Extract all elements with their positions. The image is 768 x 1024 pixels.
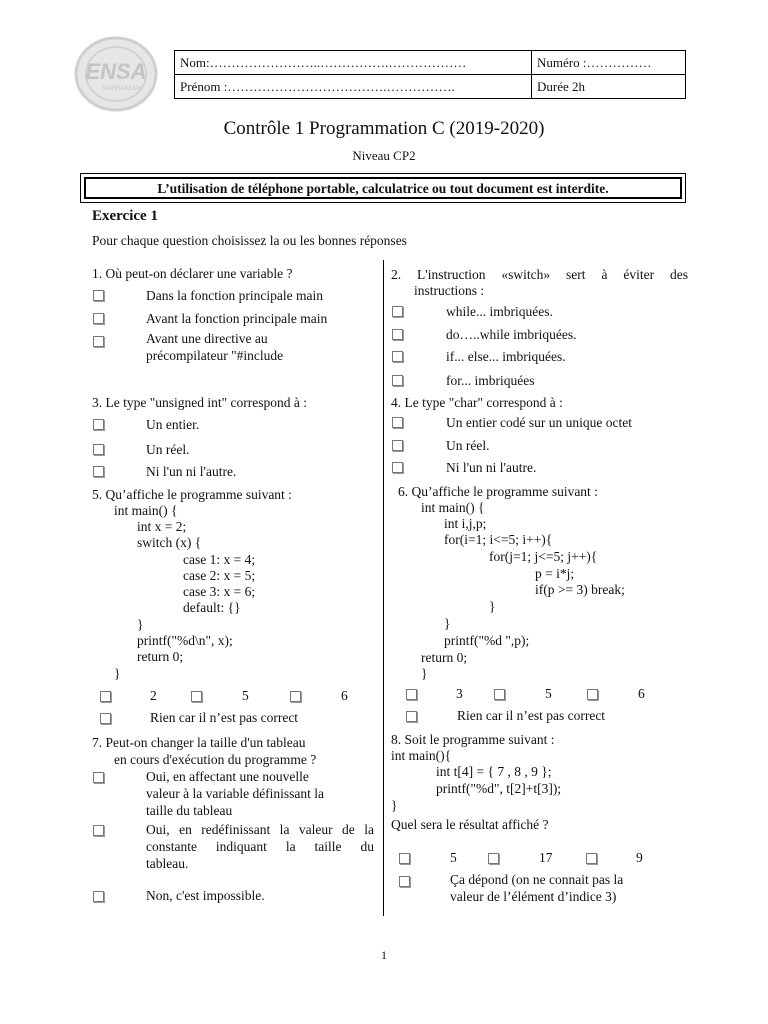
q5-text: 5. Qu’affiche le programme suivant : — [92, 487, 292, 502]
q3-option1: Un entier. — [146, 417, 200, 432]
q1-text: 1. Où peut-on déclarer une variable ? — [92, 266, 293, 281]
q5-code-line: switch (x) { — [137, 535, 202, 550]
exercise-title: Exercice 1 — [92, 208, 158, 224]
q8-option1: 5 — [450, 850, 457, 865]
q2-option3-checkbox[interactable] — [392, 351, 403, 362]
q6-code-line: printf("%d ",p); — [444, 633, 530, 648]
q6-option2: 5 — [545, 686, 552, 701]
q7-option2-line2: constante indiquant la taille du — [146, 839, 374, 854]
q5-option4-checkbox[interactable] — [100, 713, 111, 724]
q6-option4: Rien car il n’est pas correct — [457, 708, 606, 723]
q7-option1-checkbox[interactable] — [93, 772, 104, 783]
q2-text-line1: 2. L'instruction «switch» sert à éviter des — [391, 267, 688, 282]
q6-option1: 3 — [456, 686, 463, 701]
q4-option2: Un réel. — [446, 438, 490, 453]
q5-option2: 5 — [242, 688, 249, 703]
q5-option3-checkbox[interactable] — [290, 691, 301, 702]
q4-text: 4. Le type "char" correspond à : — [391, 395, 563, 410]
nom-field[interactable]: Nom:……………………..…………….……………… — [175, 51, 532, 75]
q7-option1-line2: valeur à la variable définissant la — [146, 786, 325, 801]
q5-code-line: } — [137, 617, 144, 632]
q8-code-line: int main(){ — [391, 748, 452, 763]
q6-code-line: return 0; — [421, 650, 468, 665]
q8-option2-checkbox[interactable] — [488, 853, 499, 864]
q1-option3-line2: précompilateur "#include — [146, 348, 284, 363]
q6-text: 6. Qu’affiche le programme suivant : — [398, 484, 598, 499]
q7-text-line2: en cours d'exécution du programme ? — [114, 752, 317, 767]
q7-option1-line1: Oui, en affectant une nouvelle — [146, 769, 309, 784]
q3-option2: Un réel. — [146, 442, 190, 457]
q6-code-line: for(i=1; i<=5; i++){ — [444, 532, 553, 547]
q6-code-line: int i,j,p; — [444, 516, 487, 531]
q3-option3-checkbox[interactable] — [93, 466, 104, 477]
q6-code-line: } — [421, 666, 428, 681]
q5-option3: 6 — [341, 688, 348, 703]
q8-option3: 9 — [636, 850, 643, 865]
q8-option4-checkbox[interactable] — [399, 876, 410, 887]
q6-option1-checkbox[interactable] — [406, 689, 417, 700]
q5-code-line: case 3: x = 6; — [183, 584, 256, 599]
q8-text: 8. Soit le programme suivant : — [391, 732, 555, 747]
q5-option1-checkbox[interactable] — [100, 691, 111, 702]
q8-code-line: printf("%d", t[2]+t[3]); — [436, 781, 562, 796]
q2-option2-checkbox[interactable] — [392, 329, 403, 340]
q3-option3: Ni l'un ni l'autre. — [146, 464, 237, 479]
q5-code-line: case 1: x = 4; — [183, 552, 256, 567]
q6-option3-checkbox[interactable] — [587, 689, 598, 700]
q1-option1-checkbox[interactable] — [93, 290, 104, 301]
q5-option2-checkbox[interactable] — [191, 691, 202, 702]
logo-subtext: MARRAKECH — [102, 86, 142, 92]
level-label: Niveau CP2 — [352, 148, 416, 163]
q3-text: 3. Le type "unsigned int" correspond à : — [92, 395, 307, 410]
student-info-table — [174, 50, 686, 99]
q5-code-line: case 2: x = 5; — [183, 568, 256, 583]
prenom-field[interactable]: Prénom :……………………………….……………. — [175, 75, 532, 99]
q2-option4: for... imbriquées — [446, 373, 535, 388]
page-number: 1 — [381, 948, 387, 962]
q5-code-line: } — [114, 666, 121, 681]
warning-text: L’utilisation de téléphone portable, calculatrice ou tout document est interdite. — [84, 177, 682, 199]
q5-option1: 2 — [150, 688, 157, 703]
q8-option2: 17 — [539, 850, 553, 865]
q3-option2-checkbox[interactable] — [93, 444, 104, 455]
q6-option3: 6 — [638, 686, 645, 701]
q5-option4: Rien car il n’est pas correct — [150, 710, 299, 725]
q5-code-line: int main() { — [114, 503, 178, 518]
q2-text-line2: instructions : — [414, 283, 485, 298]
duree-field: Durée 2h — [532, 75, 686, 99]
q8-option3-checkbox[interactable] — [586, 853, 597, 864]
q7-option2-line1: Oui, en redéfinissant la valeur de la — [146, 822, 374, 837]
q7-text-line1: 7. Peut-on changer la taille d'un tableau — [92, 735, 306, 750]
q7-option2-checkbox[interactable] — [93, 825, 104, 836]
q1-option2: Avant la fonction principale main — [146, 311, 328, 326]
q8-option1-checkbox[interactable] — [399, 853, 410, 864]
q8-option4-line2: valeur de l’élément d’indice 3) — [450, 889, 617, 904]
numero-field[interactable]: Numéro :…………… — [532, 51, 686, 75]
column-divider — [383, 260, 384, 916]
q4-option1: Un entier codé sur un unique octet — [446, 415, 632, 430]
q2-option1: while... imbriquées. — [446, 304, 553, 319]
q8-question: Quel sera le résultat affiché ? — [391, 817, 549, 832]
logo-text: ENSA — [85, 59, 147, 84]
q1-option3-checkbox[interactable] — [93, 336, 104, 347]
warning-box — [80, 173, 686, 203]
q2-option1-checkbox[interactable] — [392, 306, 403, 317]
q8-option4-line1: Ça dépond (on ne connait pas la — [450, 872, 624, 887]
q5-code-line: printf("%d\n", x); — [137, 633, 233, 648]
q6-code-line: p = i*j; — [535, 566, 575, 581]
q2-option3: if... else... imbriquées. — [446, 349, 566, 364]
q8-code-line: } — [391, 798, 398, 813]
instructions: Pour chaque question choisissez la ou les bonnes réponses — [92, 233, 407, 248]
q2-option2: do…..while imbriquées. — [446, 327, 577, 342]
q7-option2-line3: tableau. — [146, 856, 189, 871]
q4-option3: Ni l'un ni l'autre. — [446, 460, 537, 475]
q5-code-line: int x = 2; — [137, 519, 187, 534]
q6-code-line: if(p >= 3) break; — [535, 582, 625, 597]
q1-option1: Dans la fonction principale main — [146, 288, 323, 303]
q4-option1-checkbox[interactable] — [392, 417, 403, 428]
q6-option4-checkbox[interactable] — [406, 711, 417, 722]
q3-option1-checkbox[interactable] — [93, 419, 104, 430]
q7-option1-line3: taille du tableau — [146, 803, 233, 818]
q7-option3: Non, c'est impossible. — [146, 888, 265, 903]
q6-code-line: } — [444, 616, 451, 631]
q6-code-line: for(j=1; j<=5; j++){ — [489, 549, 598, 564]
q6-option2-checkbox[interactable] — [494, 689, 505, 700]
q8-code-line: int t[4] = { 7 , 8 , 9 }; — [436, 764, 552, 779]
q4-option3-checkbox[interactable] — [392, 462, 403, 473]
page-title: Contrôle 1 Programmation C (2019-2020) — [223, 118, 545, 139]
q5-code-line: default: {} — [183, 600, 241, 615]
q6-code-line: int main() { — [421, 500, 485, 515]
q4-option2-checkbox[interactable] — [392, 440, 403, 451]
q2-option4-checkbox[interactable] — [392, 375, 403, 386]
q5-code-line: return 0; — [137, 649, 184, 664]
q7-option3-checkbox[interactable] — [93, 891, 104, 902]
q1-option3-line1: Avant une directive au — [146, 331, 268, 346]
q6-code-line: } — [489, 599, 496, 614]
ensa-logo — [68, 34, 164, 114]
q1-option2-checkbox[interactable] — [93, 313, 104, 324]
